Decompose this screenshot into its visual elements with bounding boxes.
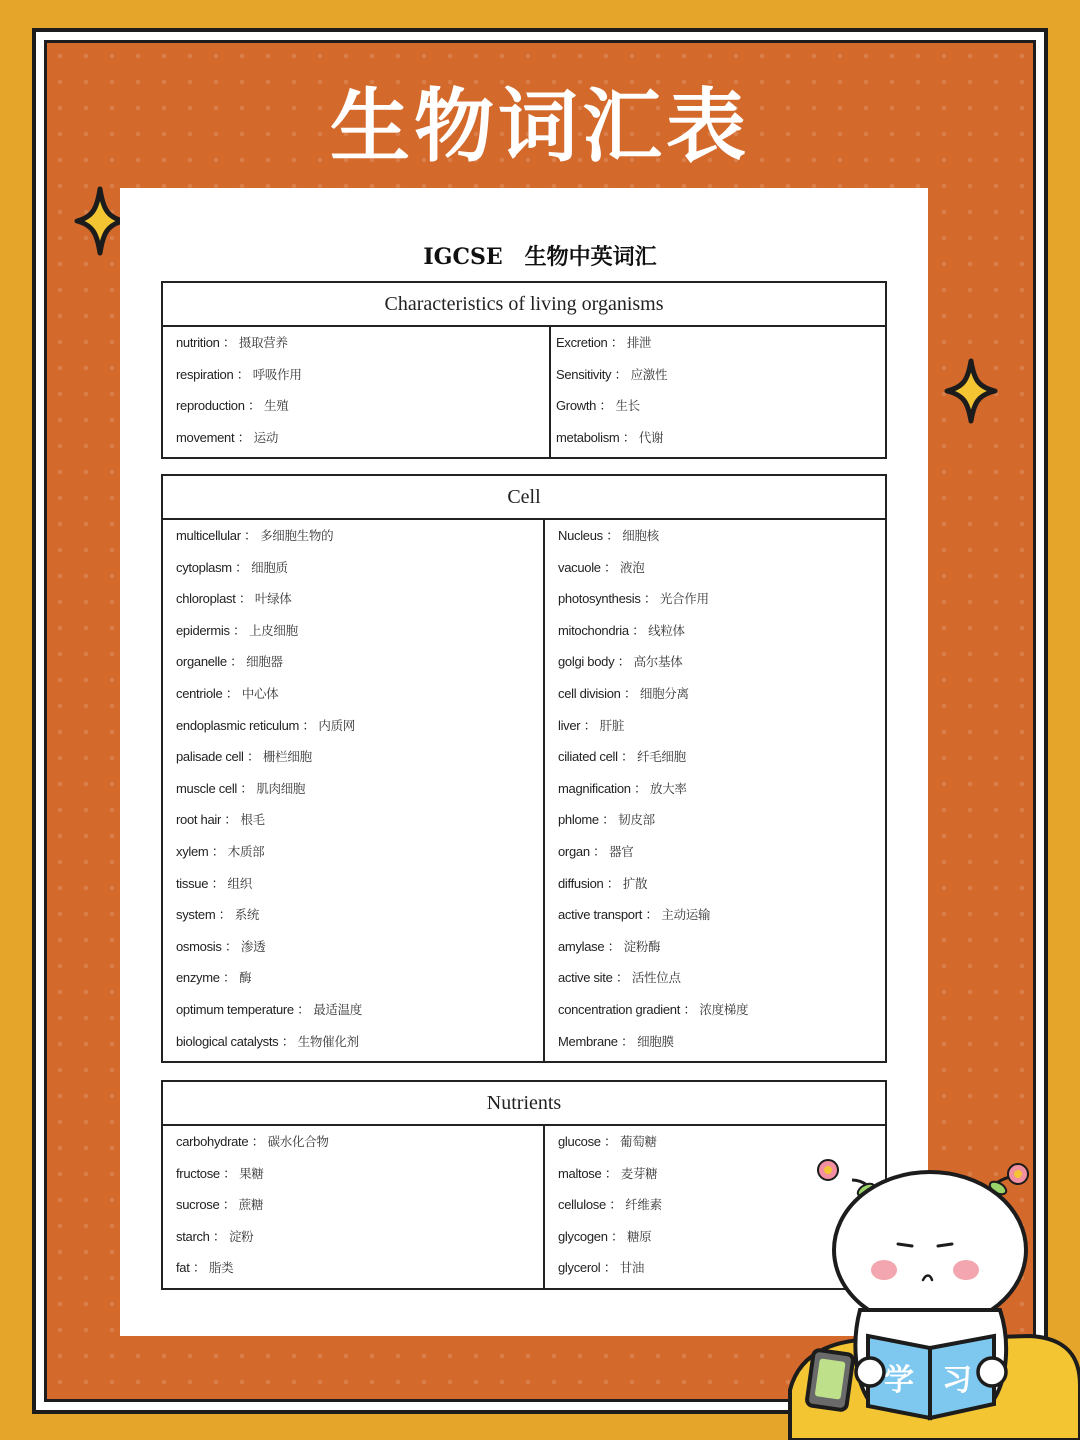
table-nutrients — [161, 1080, 887, 1290]
vocab-row: concentration gradient ： 浓度梯度 — [558, 1001, 749, 1017]
vocab-row: muscle cell ： 肌肉细胞 — [176, 780, 306, 796]
vocab-row: enzyme ： 酶 — [176, 970, 252, 986]
section-header: Characteristics of living organisms — [163, 283, 885, 327]
section-header: Nutrients — [163, 1082, 885, 1126]
right-column — [545, 520, 885, 1061]
left-column — [163, 327, 551, 457]
vocab-row: ciliated cell ： 纤毛细胞 — [558, 749, 686, 765]
vocab-row: phlome ： 韧皮部 — [558, 812, 655, 828]
left-column — [163, 520, 545, 1061]
vocab-row: multicellular ： 多细胞生物的 — [176, 528, 334, 543]
vocab-row: nutrition ： 摄取营养 — [176, 335, 288, 350]
vocab-row: Membrane ： 细胞膜 — [558, 1033, 674, 1049]
vocab-row: endoplasmic reticulum ： 内质网 — [176, 717, 355, 733]
vocab-row: cell division ： 细胞分离 — [558, 685, 689, 701]
vocab-row: reproduction ： 生殖 — [176, 398, 289, 414]
vocab-row: glucose ： 葡萄糖 — [558, 1134, 657, 1149]
vocab-row: active transport ： 主动运输 — [558, 907, 711, 923]
vocab-row: organ ： 器官 — [558, 843, 634, 859]
vocab-row: epidermis ： 上皮细胞 — [176, 622, 298, 638]
left-column — [163, 1126, 545, 1288]
vocab-row: sucrose ： 蔗糖 — [176, 1197, 264, 1213]
vocab-row: metabolism ： 代谢 — [556, 429, 664, 445]
vocab-row: Excretion ： 排泄 — [556, 335, 652, 350]
document-heading — [0, 240, 1080, 271]
book-left-char: 学 — [884, 1363, 914, 1398]
vocab-row: glycerol ： 甘油 — [558, 1260, 645, 1276]
mascot-reading-illustration — [780, 1140, 1080, 1440]
sparkle-right-icon — [944, 358, 998, 424]
vocab-row: magnification ： 放大率 — [558, 780, 687, 796]
section-header: Cell — [163, 476, 885, 520]
vocab-row: centriole ： 中心体 — [176, 685, 279, 701]
vocab-row: palisade cell ： 栅栏细胞 — [176, 749, 312, 765]
vocab-row: chloroplast ： 叶绿体 — [176, 591, 292, 607]
vocab-row: diffusion ： 扩散 — [558, 875, 648, 891]
vocab-row: cytoplasm ： 细胞质 — [176, 559, 288, 575]
vocab-row: osmosis ： 渗透 — [176, 938, 266, 954]
vocab-row: mitochondria ： 线粒体 — [558, 622, 685, 638]
heading-zh: 生物中英词汇 — [524, 244, 657, 270]
vocab-row: maltose ： 麦芽糖 — [558, 1165, 658, 1181]
heading-en: IGCSE — [423, 244, 503, 270]
vocab-row: vacuole ： 液泡 — [558, 559, 645, 575]
vocab-row: Nucleus ： 细胞核 — [558, 528, 659, 543]
right-column — [551, 327, 885, 457]
vocab-row: active site ： 活性位点 — [558, 970, 681, 986]
vocab-row: starch ： 淀粉 — [176, 1228, 254, 1244]
vocab-row: fat ： 脂类 — [176, 1260, 234, 1276]
vocab-row: golgi body ： 高尔基体 — [558, 654, 683, 670]
vocab-row: biological catalysts ： 生物催化剂 — [176, 1033, 359, 1049]
vocab-row: organelle ： 细胞器 — [176, 654, 283, 670]
vocab-row: movement ： 运动 — [176, 429, 279, 445]
vocab-row: cellulose ： 纤维素 — [558, 1197, 662, 1213]
vocab-row: system ： 系统 — [176, 907, 260, 923]
vocab-row: tissue ： 组织 — [176, 875, 252, 891]
vocab-row: carbohydrate ： 碳水化合物 — [176, 1134, 329, 1149]
vocab-row: root hair ： 根毛 — [176, 812, 265, 828]
vocab-row: glycogen ： 糖原 — [558, 1228, 652, 1244]
vocab-row: Growth ： 生长 — [556, 398, 640, 414]
vocab-row: xylem ： 木质部 — [176, 843, 265, 859]
book-right-char: 习 — [942, 1363, 972, 1398]
page-title: 生物词汇表 — [330, 80, 750, 173]
vocab-row: amylase ： 淀粉酶 — [558, 938, 661, 954]
vocab-row: liver ： 肝脏 — [558, 717, 625, 733]
table-characteristics — [161, 281, 887, 459]
vocab-row: fructose ： 果糖 — [176, 1165, 264, 1181]
vocab-row: respiration ： 呼吸作用 — [176, 366, 302, 382]
vocab-row: photosynthesis ： 光合作用 — [558, 591, 709, 607]
vocab-row: optimum temperature ： 最适温度 — [176, 1001, 362, 1017]
vocab-row: Sensitivity ： 应激性 — [556, 366, 668, 382]
table-cell — [161, 474, 887, 1063]
